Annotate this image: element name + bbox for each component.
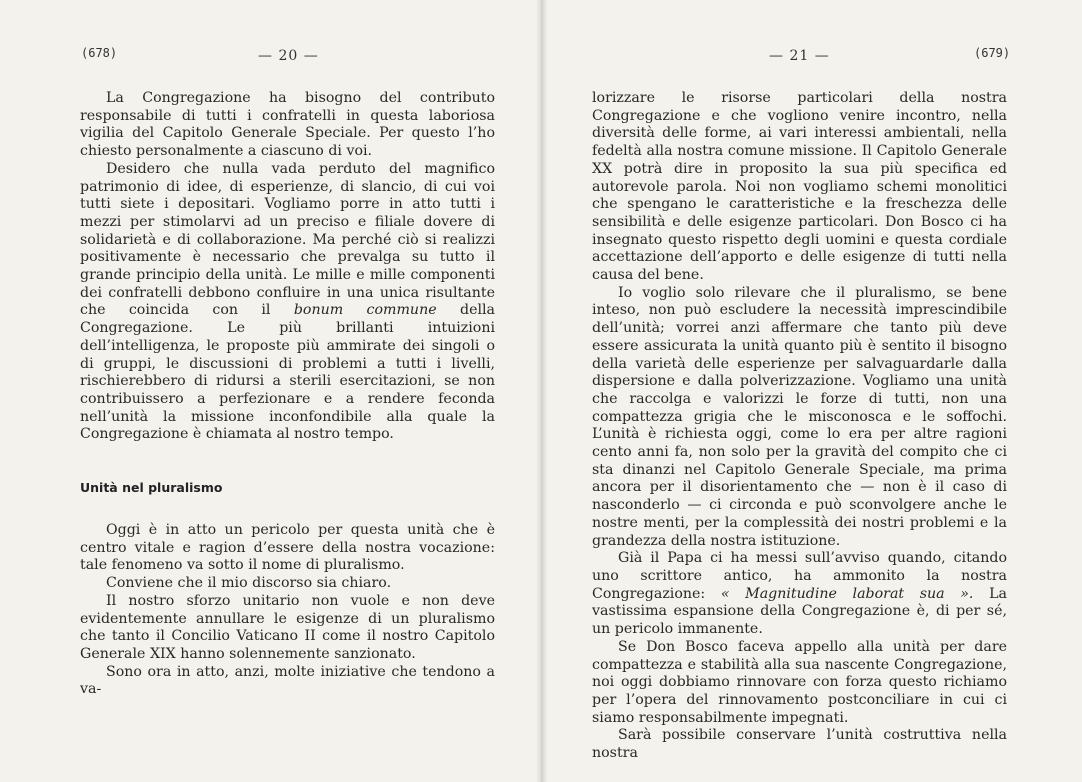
italic-quote: « Magnitudine laborat sua ». xyxy=(720,585,974,602)
right-body-block xyxy=(592,90,1007,763)
paragraph: La Congregazione ha bisogno del contributo responsabile di tutti i confratelli in questa laboriosa vigilia del Capitolo Generale Speciale. Per questo l’ho chiesto personalmente a ciascuno di voi. xyxy=(80,90,495,160)
right-margin-number: (679) xyxy=(974,46,1011,60)
italic-phrase: bonum commune xyxy=(293,302,437,319)
left-margin-number: (678) xyxy=(81,46,118,60)
left-page-number: — 20 — xyxy=(258,48,319,64)
paragraph: Sono ora in atto, anzi, molte iniziative che tendono a va- xyxy=(80,663,495,698)
paragraph: Oggi è in atto un pericolo per questa unità che è centro vitale e ragion d’essere della nostra vocazione: tale fenomeno va sotto il nome di pluralismo. xyxy=(80,522,495,574)
left-body-block-2 xyxy=(80,522,495,699)
section-heading: Unità nel pluralismo xyxy=(80,480,223,495)
paragraph: Il nostro sforzo unitario non vuole e non deve evidentemente annullare le esigenze di un pluralismo che tanto il Concilio Vaticano II come il nostro Capitolo Generale XIX hanno solennemente sanzionato. xyxy=(80,592,495,662)
right-page-number: — 21 — xyxy=(769,48,830,64)
paragraph: Sarà possibile conservare l’unità costruttiva nella nostra xyxy=(592,727,1007,762)
right-page xyxy=(541,0,1082,782)
book-gutter xyxy=(536,0,548,782)
paragraph: Io voglio solo rilevare che il pluralismo, se bene inteso, non può escludere la necessità imprescindibile dell’unità; vorrei anzi affermare che tanto più deve essere assicurata la unità quanto più è sentito il bisogno della varietà delle esperienze per salvaguardarle dalla dispersione e dalla polverizzazione. Vogliamo una unità che raccolga e valorizzi le forze di tutti, non una compattezza grigia che le misconosca e le soffochi. L’unità è richiesta oggi, come lo era per altre ragioni cento anni fa, non solo per la gravità del compito che ci sta dinanzi nel Capitolo Generale Speciale, ma prima ancora per il disorientamento che — non è il caso di nasconderlo — ci circonda e può sconvolgere anche le nostre menti, per la complessità dei nostri problemi e la grandezza della nostra istituzione. xyxy=(592,284,1007,549)
paragraph: Già il Papa ci ha messi sull’avviso quando, citando uno scrittore antico, ha ammonito la nostra Congregazione: « Magnitudine laborat sua ». La vastissima espansione della Congregazione è, di per sé, un pericolo immanente. xyxy=(592,550,1007,638)
paragraph: Se Don Bosco faceva appello alla unità per dare compattezza e stabilità alla sua nascente Congregazione, noi oggi dobbiamo rinnovare con forza questo richiamo per l’opera del rinnovamento postconciliare in cui ci siamo responsabilmente impegnati. xyxy=(592,638,1007,726)
left-body-block-1 xyxy=(80,90,495,444)
paragraph: lorizzare le risorse particolari della nostra Congregazione e che vogliono venire incontro, nella diversità delle forme, ai vari interessi ambientali, nella fedeltà alla nostra comune missione. Il Capitolo Generale XX potrà dire in proposito la sua più specifica ed autorevole parola. Noi non vogliamo schemi monolitici che spengano le caratteristiche e la freschezza delle sensibilità e delle esigenze particolari. Don Bosco ci ha insegnato questo rispetto degli uomini e questa cordiale accettazione dell’apporto e delle esigenze di tutti nella causa del bene. xyxy=(592,90,1007,284)
paragraph: Conviene che il mio discorso sia chiaro. xyxy=(106,575,392,592)
paragraph: Desidero che nulla vada perduto del magnifico patrimonio di idee, di esperienze, di slancio, di cui voi tutti siete i depositari. Vogliamo porre in atto tutti i mezzi per stimolarvi ad un preciso e filiale dovere di solidarietà e di collaborazione. Ma perché ciò si realizzi positivamente è necessario che prevalga su tutto il grande principio della unità. Le mille e mille componenti dei confratelli debbono confluire in una unica risultante che coincida con il bonum commune della Congregazione. Le più brillanti intuizioni dell’intelligenza, le proposte più ammirate dei singoli o di gruppi, le discussioni di problemi a tutti i livelli, rischierebbero di ridursi a sterili esercitazioni, se non contribuissero a perfezionare e a rendere feconda nell’unità la missione inconfondibile alla quale la Congregazione è chiamata al nostro tempo. xyxy=(80,160,495,443)
